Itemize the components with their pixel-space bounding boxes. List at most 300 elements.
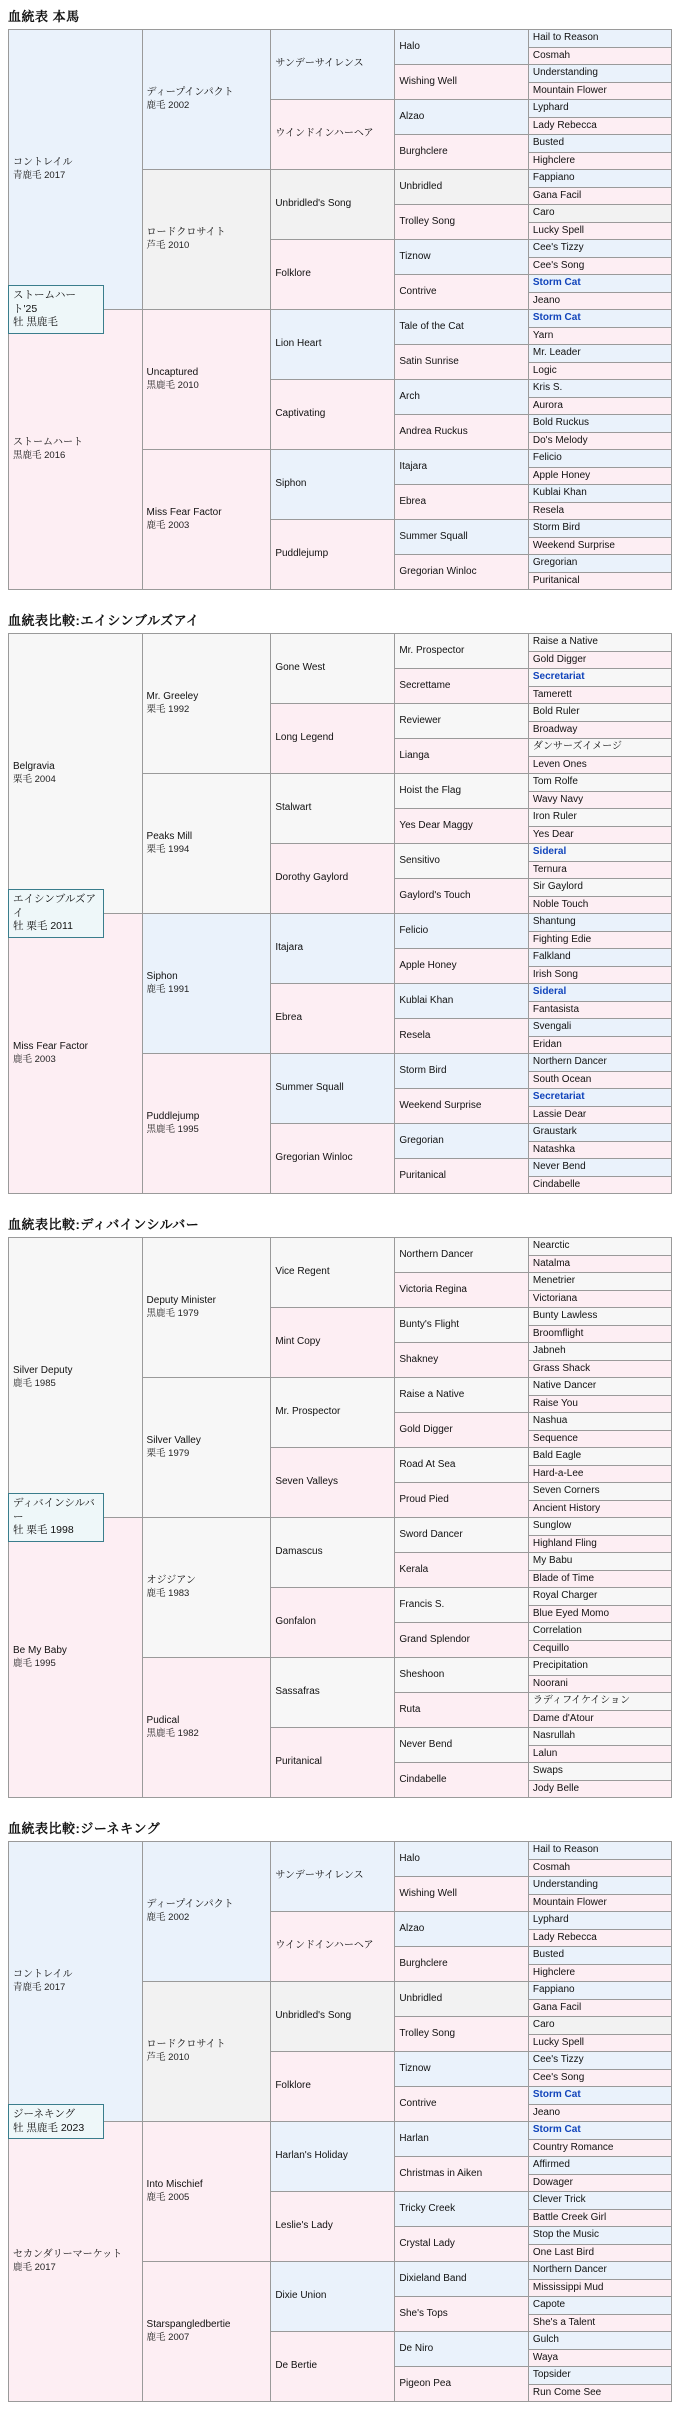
table-row	[9, 30, 672, 48]
horse-name: Arch	[399, 390, 420, 402]
gen5-cell	[528, 1947, 671, 1965]
table-row	[9, 914, 672, 932]
gen4-cell	[395, 984, 529, 1019]
gen5-cell	[528, 1071, 671, 1089]
gen5-cell	[528, 2069, 671, 2087]
gen3-cell	[271, 100, 395, 170]
horse-name: Northern Dancer	[532, 1056, 607, 1067]
gen4-cell	[395, 2157, 529, 2192]
horse-name: Road At Sea	[399, 1458, 456, 1470]
section-title: 血統表比較:ジーネキング	[8, 1821, 161, 1836]
horse-name: Tom Rolfe	[532, 776, 578, 787]
horse-name: Cequillo	[532, 1642, 570, 1654]
horse-detail: 黒鹿毛 1982	[146, 1727, 199, 1739]
horse-name: Siphon	[146, 971, 178, 983]
gen5-cell	[528, 1019, 671, 1037]
gen5-cell	[528, 257, 671, 275]
horse-name: Falkland	[532, 951, 571, 962]
gen5-cell	[528, 1036, 671, 1054]
horse-name: Deputy Minister	[146, 1295, 217, 1307]
gen4-cell	[395, 275, 529, 310]
horse-detail: 黒鹿毛 2010	[146, 379, 199, 391]
gen4-cell	[395, 450, 529, 485]
horse-name: Sunglow	[532, 1520, 572, 1531]
gen3-cell	[271, 844, 395, 914]
horse-name: Busted	[532, 137, 565, 148]
gen5-cell	[528, 966, 671, 984]
gen5-cell	[528, 826, 671, 844]
horse-name: Lyphard	[532, 102, 569, 113]
horse-name: Puddlejump	[275, 548, 329, 560]
horse-name: Tricky Creek	[399, 2202, 456, 2214]
horse-name: Dame d'Atour	[532, 1712, 594, 1724]
horse-name: Weekend Surprise	[532, 539, 615, 551]
subject-detail: 牡 栗毛 2011	[13, 920, 73, 933]
horse-name: Precipitation	[532, 1660, 588, 1671]
gen3-cell	[271, 2052, 395, 2122]
horse-name: Victoria Regina	[399, 1283, 467, 1295]
horse-name: Mint Copy	[275, 1336, 321, 1348]
gen5-cell	[528, 1465, 671, 1483]
horse-name: Peaks Mill	[146, 831, 193, 843]
gen4-cell	[395, 2262, 529, 2297]
gen5-cell	[528, 651, 671, 669]
horse-detail: 鹿毛 2002	[146, 1911, 190, 1923]
gen2-cell	[142, 1842, 271, 1982]
dam-cell	[9, 914, 143, 1194]
horse-name: Lyphard	[532, 1914, 569, 1925]
pedigree-section	[0, 1812, 680, 2402]
horse-name: ストームハート	[13, 437, 83, 449]
horse-name: Crystal Lady	[399, 2237, 455, 2249]
gen5-cell	[528, 1842, 671, 1860]
horse-name: Contrive	[399, 285, 437, 297]
gen5-cell	[528, 572, 671, 590]
horse-name: Grand Splendor	[399, 1633, 470, 1645]
horse-detail: 鹿毛 1983	[146, 1587, 190, 1599]
horse-name: Andrea Ruckus	[399, 425, 468, 437]
horse-name: Bald Eagle	[532, 1450, 582, 1461]
gen4-cell	[395, 2122, 529, 2157]
horse-name: Highclere	[532, 154, 576, 166]
gen5-cell	[528, 502, 671, 520]
horse-name: Mr. Leader	[532, 347, 581, 358]
horse-name: Dorothy Gaylord	[275, 872, 349, 884]
gen4-cell	[395, 2297, 529, 2332]
pedigree-table-holder	[0, 29, 680, 590]
horse-name: Francis S.	[399, 1598, 445, 1610]
gen5-cell	[528, 292, 671, 310]
dam-cell	[9, 310, 143, 590]
table-row	[9, 310, 672, 328]
gen5-cell	[528, 1710, 671, 1728]
gen3-cell	[271, 1588, 395, 1658]
horse-name: Cosmah	[532, 1861, 571, 1873]
gen4-cell	[395, 1912, 529, 1947]
horse-name: Proud Pied	[399, 1493, 449, 1505]
gen4-cell	[395, 240, 529, 275]
horse-name: Fantasista	[532, 1003, 580, 1015]
gen4-cell	[395, 1124, 529, 1159]
gen4-cell	[395, 1448, 529, 1483]
gen5-cell	[528, 1378, 671, 1396]
horse-name: Gana Facil	[532, 2001, 582, 2013]
horse-name: Gold Digger	[399, 1423, 453, 1435]
horse-name: Yes Dear	[532, 828, 574, 840]
gen5-cell	[528, 2332, 671, 2350]
gen5-cell	[528, 1982, 671, 2000]
subject-detail: 牡 栗毛 1998	[13, 1524, 74, 1537]
horse-name: Alzao	[399, 110, 425, 122]
horse-detail: 栗毛 1979	[146, 1447, 190, 1459]
gen5-cell	[528, 1141, 671, 1159]
gen5-cell	[528, 82, 671, 100]
gen4-cell	[395, 634, 529, 669]
gen5-cell	[528, 1999, 671, 2017]
horse-name: Apple Honey	[399, 959, 457, 971]
horse-name: Waya	[532, 2351, 559, 2363]
gen5-cell	[528, 1500, 671, 1518]
dam-cell	[9, 2122, 143, 2402]
horse-name: Dixie Union	[275, 2290, 327, 2302]
gen5-cell	[528, 467, 671, 485]
horse-detail: 栗毛 1994	[146, 843, 190, 855]
gen5-cell	[528, 1623, 671, 1641]
horse-name: Jeano	[532, 2106, 561, 2118]
horse-name: Belgravia	[13, 761, 55, 773]
horse-detail: 黒鹿毛 1979	[146, 1307, 199, 1319]
pedigree-section	[0, 604, 680, 1194]
horse-name: Mr. Prospector	[399, 644, 465, 656]
gen5-cell	[528, 1929, 671, 1947]
table-row	[9, 1238, 672, 1256]
gen5-cell	[528, 2157, 671, 2175]
horse-name: Capote	[532, 2299, 566, 2310]
gen5-cell	[528, 397, 671, 415]
gen5-cell	[528, 1308, 671, 1326]
pedigree-table	[8, 1237, 672, 1798]
subject-detail: 牡 黒鹿毛 2023	[13, 2121, 85, 2134]
horse-name: Run Come See	[532, 2386, 602, 2398]
horse-name: Gaylord's Touch	[399, 889, 471, 901]
horse-name: Caro	[532, 207, 555, 218]
gen5-cell	[528, 1640, 671, 1658]
horse-detail: 青鹿毛 2017	[13, 169, 66, 181]
gen5-cell	[528, 1894, 671, 1912]
gen5-cell	[528, 2104, 671, 2122]
gen2-cell	[142, 1378, 271, 1518]
horse-name: Irish Song	[532, 968, 578, 980]
gen4-cell	[395, 1343, 529, 1378]
gen3-cell	[271, 1124, 395, 1194]
horse-name: Gana Facil	[532, 189, 582, 201]
horse-name: Fighting Edie	[532, 933, 592, 945]
gen4-cell	[395, 1413, 529, 1448]
gen4-cell	[395, 30, 529, 65]
horse-name: Sir Gaylord	[532, 881, 583, 892]
horse-name: ウインドインハーヘア	[275, 128, 374, 140]
gen5-cell	[528, 1448, 671, 1466]
horse-name: Kublai Khan	[399, 994, 454, 1006]
gen2-cell	[142, 914, 271, 1054]
gen5-cell	[528, 345, 671, 363]
gen5-cell	[528, 686, 671, 704]
horse-name: Northern Dancer	[532, 2264, 607, 2275]
horse-name: One Last Bird	[532, 2246, 595, 2258]
gen5-cell	[528, 520, 671, 538]
horse-name: Fappiano	[532, 1984, 575, 1995]
gen4-cell	[395, 1159, 529, 1194]
horse-name: Gulch	[532, 2334, 559, 2345]
gen5-cell	[528, 310, 671, 328]
gen5-cell	[528, 2367, 671, 2385]
gen5-cell	[528, 222, 671, 240]
subject-name: ジーネキング	[13, 2108, 76, 2120]
gen5-cell	[528, 1413, 671, 1431]
gen5-cell	[528, 914, 671, 932]
gen4-cell	[395, 1483, 529, 1518]
horse-name: Jody Belle	[532, 1782, 580, 1794]
pedigree-table	[8, 29, 672, 590]
gen3-cell	[271, 984, 395, 1054]
gen3-cell	[271, 30, 395, 100]
horse-name: Weekend Surprise	[399, 1099, 482, 1111]
gen5-cell	[528, 1658, 671, 1676]
gen3-cell	[271, 634, 395, 704]
horse-name: Jabneh	[532, 1345, 566, 1356]
gen5-cell	[528, 2262, 671, 2280]
horse-name: Satin Sunrise	[399, 355, 459, 367]
horse-name: Affirmed	[532, 2159, 570, 2170]
horse-name: Understanding	[532, 1879, 598, 1890]
gen5-cell	[528, 809, 671, 827]
horse-name: Cindabelle	[532, 1178, 581, 1190]
gen5-cell	[528, 2139, 671, 2157]
gen3-cell	[271, 310, 395, 380]
gen5-cell	[528, 205, 671, 223]
gen5-cell	[528, 362, 671, 380]
gen4-cell	[395, 2367, 529, 2402]
horse-name: Shakney	[399, 1353, 439, 1365]
horse-name: Unbridled's Song	[275, 198, 352, 210]
horse-name: Iron Ruler	[532, 811, 577, 822]
gen4-cell	[395, 1553, 529, 1588]
gen5-cell	[528, 774, 671, 792]
horse-name: Broadway	[532, 723, 578, 735]
gen5-cell	[528, 739, 671, 757]
gen2-cell	[142, 1054, 271, 1194]
horse-name: Tiznow	[399, 250, 431, 262]
gen5-cell	[528, 1273, 671, 1291]
gen3-cell	[271, 704, 395, 774]
gen3-cell	[271, 2122, 395, 2192]
horse-name: Sideral	[532, 846, 567, 857]
gen5-cell	[528, 861, 671, 879]
horse-name: サンデーサイレンス	[275, 58, 364, 70]
gen4-cell	[395, 914, 529, 949]
gen3-cell	[271, 1728, 395, 1798]
horse-name: Long Legend	[275, 732, 334, 744]
horse-name: ディープインパクト	[146, 1899, 234, 1911]
horse-name: Itajara	[399, 460, 428, 472]
gen4-cell	[395, 704, 529, 739]
horse-name: Native Dancer	[532, 1380, 597, 1391]
gen3-cell	[271, 1518, 395, 1588]
horse-name: Pigeon Pea	[399, 2377, 452, 2389]
horse-name: Gregorian Winloc	[275, 1152, 353, 1164]
gen4-cell	[395, 100, 529, 135]
gen5-cell	[528, 485, 671, 503]
horse-name: Cee's Song	[532, 2071, 585, 2083]
gen3-cell	[271, 1378, 395, 1448]
horse-name: Mississippi Mud	[532, 2281, 604, 2293]
horse-name: Secretariat	[532, 1091, 585, 1102]
horse-name: Gregorian	[532, 557, 578, 568]
horse-name: Puritanical	[399, 1169, 447, 1181]
table-row	[9, 1518, 672, 1536]
horse-name: Dowager	[532, 2176, 573, 2188]
gen4-cell	[395, 2087, 529, 2122]
horse-name: Mountain Flower	[532, 84, 607, 96]
horse-name: Itajara	[275, 942, 304, 954]
gen5-cell	[528, 1343, 671, 1361]
horse-name: Storm Cat	[532, 2089, 581, 2100]
gen3-cell	[271, 240, 395, 310]
gen4-cell	[395, 1588, 529, 1623]
gen5-cell	[528, 275, 671, 293]
horse-name: Shantung	[532, 916, 576, 927]
horse-detail: 芦毛 2010	[146, 2051, 190, 2063]
gen5-cell	[528, 2192, 671, 2210]
gen5-cell	[528, 756, 671, 774]
horse-name: Kublai Khan	[532, 487, 587, 498]
gen5-cell	[528, 2349, 671, 2367]
horse-name: Natashka	[532, 1143, 576, 1155]
gen5-cell	[528, 1675, 671, 1693]
horse-name: ウインドインハーヘア	[275, 1940, 374, 1952]
horse-name: Sword Dancer	[399, 1528, 463, 1540]
gen5-cell	[528, 1859, 671, 1877]
gen5-cell	[528, 2314, 671, 2332]
gen2-cell	[142, 170, 271, 310]
horse-name: Sequence	[532, 1432, 578, 1444]
gen5-cell	[528, 47, 671, 65]
gen5-cell	[528, 879, 671, 897]
gen4-cell	[395, 345, 529, 380]
horse-name: Country Romance	[532, 2141, 614, 2153]
horse-name: Lion Heart	[275, 338, 322, 350]
gen5-cell	[528, 1535, 671, 1553]
horse-name: Raise a Native	[532, 636, 598, 647]
horse-detail: 鹿毛 2007	[146, 2331, 190, 2343]
gen3-cell	[271, 1054, 395, 1124]
horse-name: Lalun	[532, 1747, 558, 1759]
horse-name: Miss Fear Factor	[13, 1041, 89, 1053]
horse-name: Yes Dear Maggy	[399, 819, 473, 831]
gen5-cell	[528, 2174, 671, 2192]
gen3-cell	[271, 1448, 395, 1518]
gen5-cell	[528, 170, 671, 188]
horse-name: Cee's Tizzy	[532, 2054, 584, 2065]
horse-name: Highland Fling	[532, 1537, 597, 1549]
horse-name: Unbridled	[399, 1992, 443, 2004]
horse-name: Royal Charger	[532, 1590, 598, 1601]
horse-name: Raise a Native	[399, 1388, 465, 1400]
gen5-cell	[528, 1054, 671, 1072]
gen3-cell	[271, 1658, 395, 1728]
gen4-cell	[395, 485, 529, 520]
horse-name: Ternura	[532, 863, 567, 875]
gen4-cell	[395, 1763, 529, 1798]
horse-name: Bold Ruckus	[532, 417, 590, 428]
horse-name: サンデーサイレンス	[275, 1870, 364, 1882]
horse-name: Eridan	[532, 1038, 562, 1050]
pedigree-table	[8, 1841, 672, 2402]
gen4-cell	[395, 879, 529, 914]
horse-name: Understanding	[532, 67, 598, 78]
gen5-cell	[528, 1238, 671, 1256]
pedigree-table-holder	[0, 1237, 680, 1798]
horse-name: Mr. Greeley	[146, 691, 199, 703]
horse-name: Seven Valleys	[275, 1476, 338, 1488]
horse-name: Bunty's Flight	[399, 1318, 460, 1330]
pedigree-table-holder	[0, 633, 680, 1194]
gen5-cell	[528, 1106, 671, 1124]
horse-name: Menetrier	[532, 1275, 576, 1286]
gen4-cell	[395, 1238, 529, 1273]
gen2-cell	[142, 30, 271, 170]
gen5-cell	[528, 634, 671, 652]
horse-name: Tiznow	[399, 2062, 431, 2074]
gen4-cell	[395, 739, 529, 774]
gen5-cell	[528, 669, 671, 687]
gen5-cell	[528, 931, 671, 949]
gen2-cell	[142, 2262, 271, 2402]
gen3-cell	[271, 1912, 395, 1982]
horse-name: Stalwart	[275, 802, 312, 814]
horse-name: She's a Talent	[532, 2316, 596, 2328]
gen4-cell	[395, 1518, 529, 1553]
horse-name: Wishing Well	[399, 75, 457, 87]
horse-name: Wishing Well	[399, 1887, 457, 1899]
horse-detail: 芦毛 2010	[146, 239, 190, 251]
gen2-cell	[142, 1658, 271, 1798]
gen4-cell	[395, 2052, 529, 2087]
horse-name: Resela	[399, 1029, 431, 1041]
gen2-cell	[142, 634, 271, 774]
gen5-cell	[528, 1728, 671, 1746]
gen3-cell	[271, 1238, 395, 1308]
gen5-cell	[528, 984, 671, 1002]
horse-name: De Niro	[399, 2342, 434, 2354]
horse-name: Folklore	[275, 268, 311, 280]
horse-name: Cee's Tizzy	[532, 242, 584, 253]
horse-detail: 栗毛 1992	[146, 703, 190, 715]
horse-name: ロードクロサイト	[146, 227, 226, 239]
gen5-cell	[528, 1089, 671, 1107]
gen5-cell	[528, 537, 671, 555]
horse-name: Highclere	[532, 1966, 576, 1978]
gen2-cell	[142, 774, 271, 914]
gen4-cell	[395, 135, 529, 170]
horse-name: Graustark	[532, 1126, 577, 1137]
horse-name: ロードクロサイト	[146, 2039, 226, 2051]
horse-detail: 鹿毛 1995	[13, 1657, 56, 1669]
gen5-cell	[528, 791, 671, 809]
section-title: 血統表 本馬	[8, 9, 80, 24]
horse-name: Burghclere	[399, 145, 448, 157]
gen4-cell	[395, 310, 529, 345]
